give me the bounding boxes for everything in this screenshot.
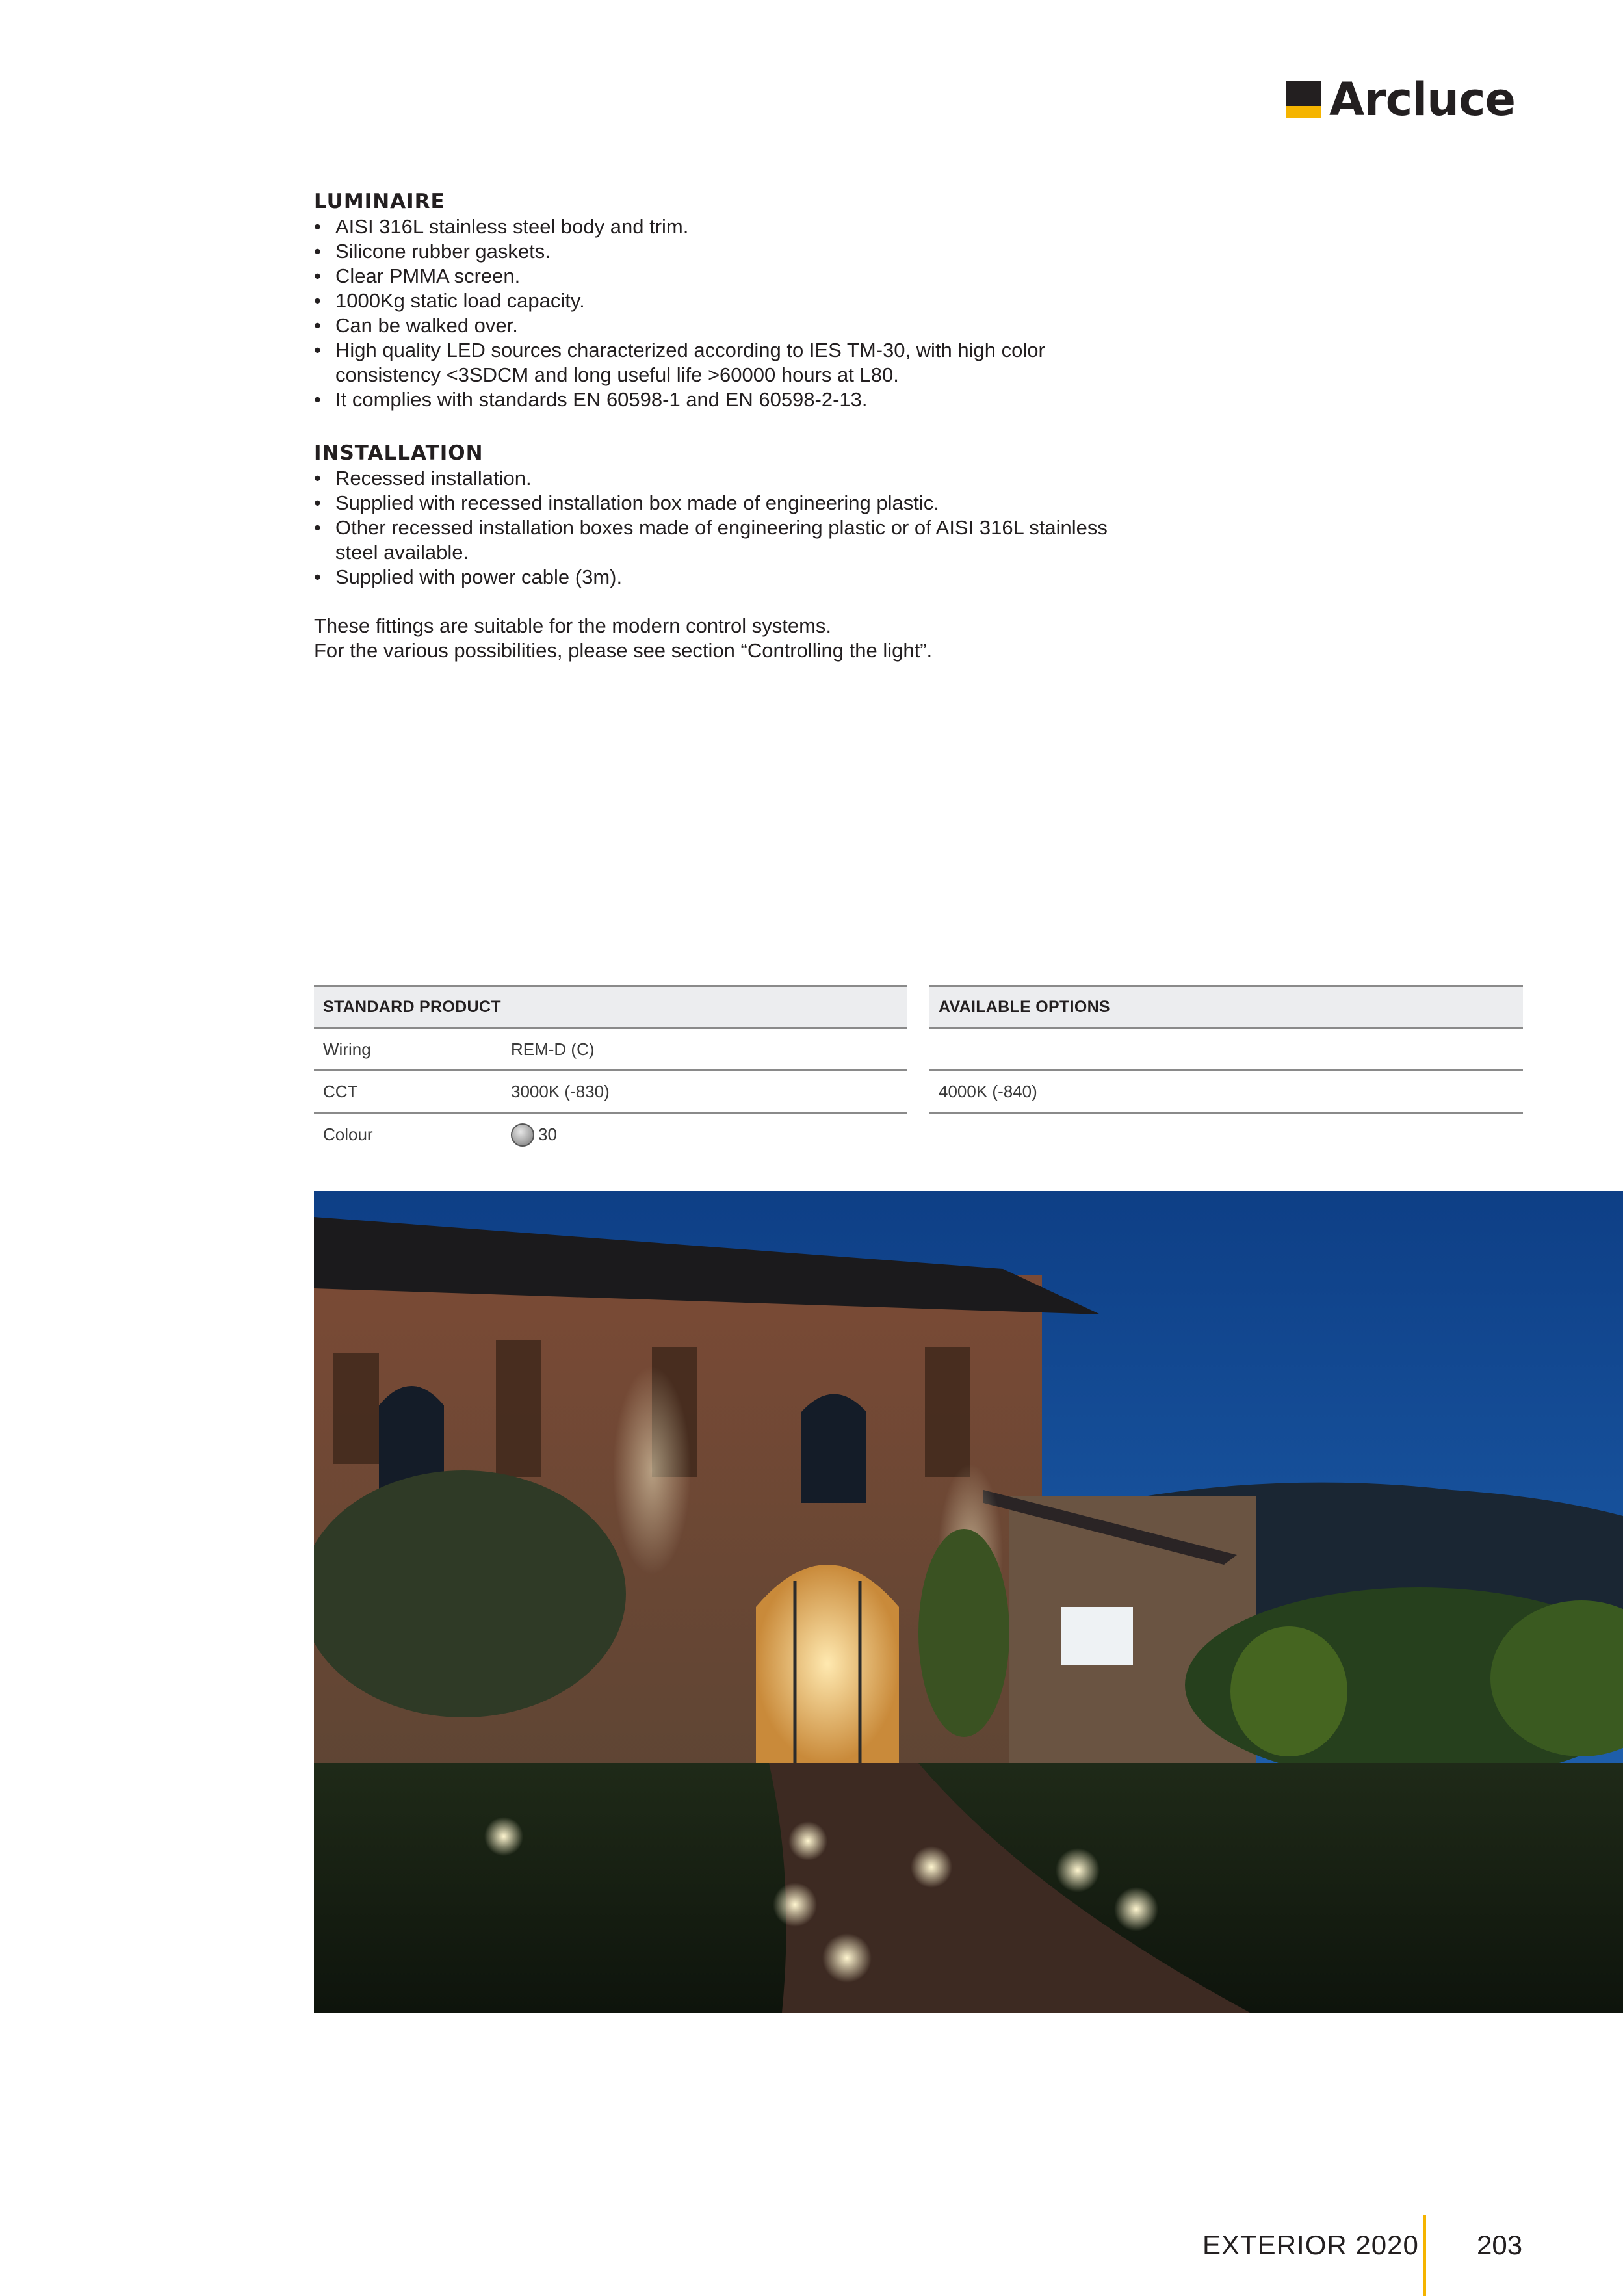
luminaire-section: [314, 189, 1159, 412]
table-header-label: STANDARD PRODUCT: [323, 998, 501, 1016]
table-header: [314, 985, 907, 1029]
application-photo: [314, 1191, 1623, 2013]
installation-list: [314, 466, 1159, 590]
footer-divider: [1423, 2215, 1426, 2296]
row-value: 4000K (-840): [939, 1081, 1037, 1101]
list-item: • Clear PMMA screen.: [314, 264, 1159, 289]
table-row: [929, 1071, 1523, 1114]
table-row: [314, 1114, 907, 1156]
list-item: • Can be walked over.: [314, 313, 1159, 338]
logo-text: Arcluce: [1329, 72, 1515, 126]
list-item: • It complies with standards EN 60598-1 and EN 60598-2-13.: [314, 387, 1159, 412]
colour-code: 30: [538, 1125, 557, 1144]
page-number: 203: [1477, 2230, 1523, 2260]
row-value: 3000K (-830): [511, 1081, 610, 1101]
list-item: • AISI 316L stainless steel body and trim.: [314, 215, 1159, 239]
row-label: CCT: [323, 1081, 358, 1101]
footer-section-title: EXTERIOR 2020: [1202, 2230, 1419, 2260]
list-item: • High quality LED sources characterized according to IES TM-30, with high color consistency <3SDCM and long useful life >60000 hours at L80.: [314, 338, 1070, 387]
table-header-label: AVAILABLE OPTIONS: [939, 998, 1110, 1016]
list-item: • Supplied with recessed installation box made of engineering plastic.: [314, 491, 1159, 515]
table-row: [314, 1071, 907, 1114]
control-notes: [314, 614, 1159, 663]
note-line: For the various possibilities, please see section “Controlling the light”.: [314, 639, 933, 662]
list-item: • Other recessed installation boxes made of engineering plastic or of AISI 316L stainless steel available.: [314, 515, 1148, 565]
table-row: [314, 1029, 907, 1071]
row-value: [511, 1123, 557, 1147]
list-item: • Recessed installation.: [314, 466, 1159, 491]
colour-swatch-icon: [511, 1123, 534, 1147]
luminaire-heading: LUMINAIRE: [314, 190, 445, 213]
brand-logo: [1286, 72, 1515, 126]
table-header: [929, 985, 1523, 1029]
available-options-table: [929, 985, 1523, 1114]
table-row: [929, 1029, 1523, 1071]
list-item: • 1000Kg static load capacity.: [314, 289, 1159, 313]
standard-product-table: [314, 985, 907, 1156]
row-value: REM-D (C): [511, 1039, 595, 1059]
logo-mark-icon: [1286, 81, 1321, 118]
installation-section: [314, 440, 1159, 590]
row-label: Colour: [323, 1125, 373, 1144]
row-label: Wiring: [323, 1039, 371, 1059]
list-item: • Silicone rubber gaskets.: [314, 239, 1159, 264]
note-line: These fittings are suitable for the modern control systems.: [314, 614, 832, 637]
installation-heading: INSTALLATION: [314, 441, 484, 465]
luminaire-list: [314, 215, 1159, 412]
list-item: • Supplied with power cable (3m).: [314, 565, 1159, 590]
